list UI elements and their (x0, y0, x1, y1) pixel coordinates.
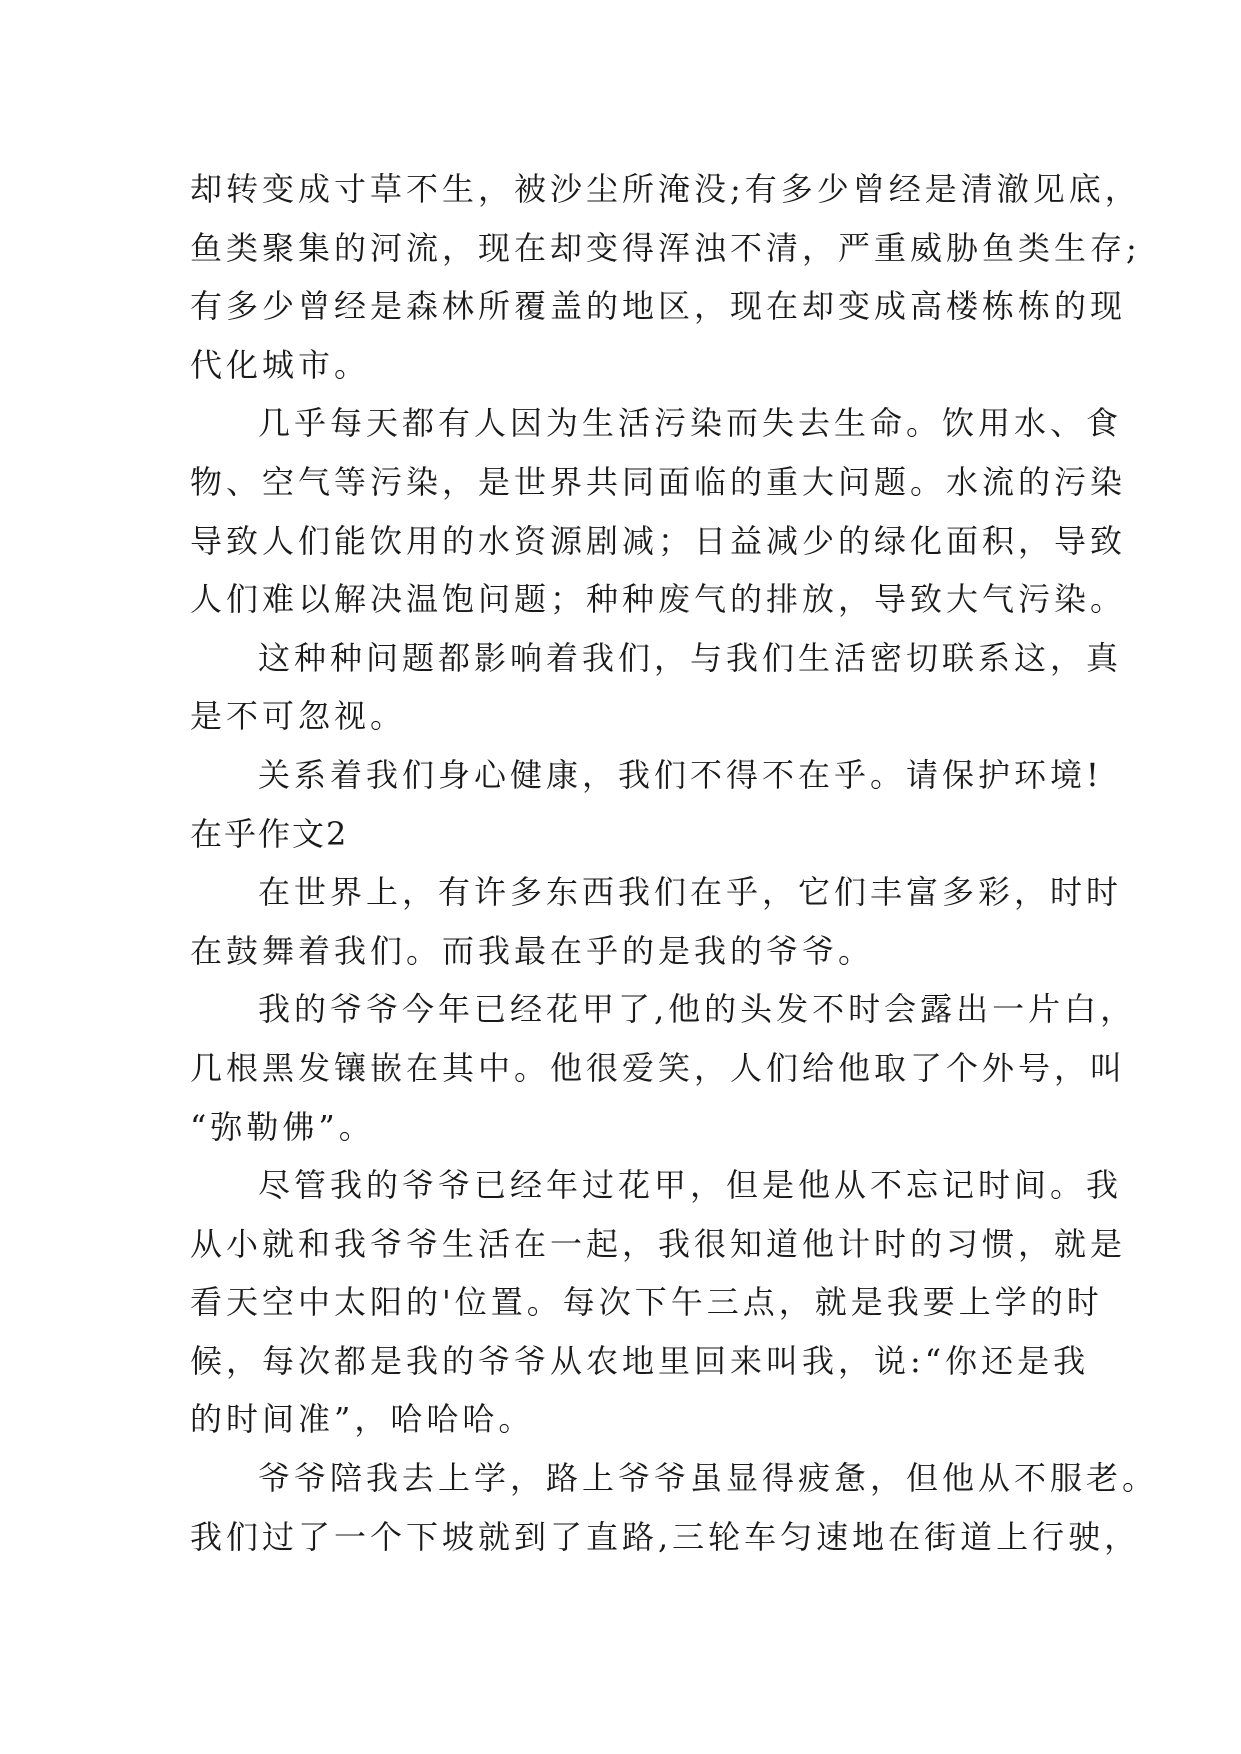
text-line: 看天空中太阳的'位置。每次下午三点，就是我要上学的时 (190, 1283, 1103, 1322)
text-line: 有多少曾经是森林所覆盖的地区，现在却变成高楼栋栋的现 (190, 287, 1127, 326)
text-line: 在鼓舞着我们。而我最在乎的是我的爷爷。 (190, 931, 875, 970)
text-line: 从小就和我爷爷生活在一起，我很知道他计时的习惯，就是 (190, 1224, 1127, 1263)
text-line: 是不可忽视。 (190, 697, 407, 736)
text-line: 爷爷陪我去上学，路上爷爷虽显得疲惫，但他从不服老。 (258, 1459, 1159, 1498)
text-line: 物、空气等污染，是世界共同面临的重大问题。水流的污染 (190, 462, 1127, 501)
text-line: 在世界上，有许多东西我们在乎，它们丰富多彩，时时 (258, 873, 1123, 912)
text-line: 几根黑发镶嵌在其中。他很爱笑，人们给他取了个外号，叫 (190, 1048, 1127, 1087)
text-line: 人们难以解决温饱问题；种种废气的排放，导致大气污染。 (190, 580, 1127, 619)
text-line: 几乎每天都有人因为生活污染而失去生命。饮用水、食 (258, 404, 1123, 443)
text-line: 我们过了一个下坡就到了直路,三轮车匀速地在街道上行驶， (190, 1517, 1141, 1556)
text-line: 却转变成寸草不生，被沙尘所淹没;有多少曾经是清澈见底， (190, 170, 1141, 208)
text-line: 鱼类聚集的河流，现在却变得浑浊不清，严重威胁鱼类生存; (190, 228, 1141, 267)
text-line: 的时间准”，哈哈哈。 (190, 1400, 535, 1439)
section-title: 在乎作文2 (190, 814, 349, 853)
text-line: “弥勒佛”。 (190, 1107, 375, 1146)
text-line: 尽管我的爷爷已经年过花甲，但是他从不忘记时间。我 (258, 1166, 1123, 1205)
text-line: 这种种问题都影响着我们，与我们生活密切联系这，真 (258, 638, 1123, 677)
text-line: 代化城市。 (190, 345, 371, 384)
text-line: 我的爷爷今年已经花甲了,他的头发不时会露出一片白， (258, 990, 1137, 1029)
text-line: 候，每次都是我的爷爷从农地里回来叫我，说:“你还是我 (190, 1341, 1090, 1380)
text-line: 导致人们能饮用的水资源剧减；日益减少的绿化面积，导致 (190, 521, 1127, 560)
document-body (190, 160, 1159, 1566)
text-line: 关系着我们身心健康，我们不得不在乎。请保护环境! (258, 755, 1103, 794)
